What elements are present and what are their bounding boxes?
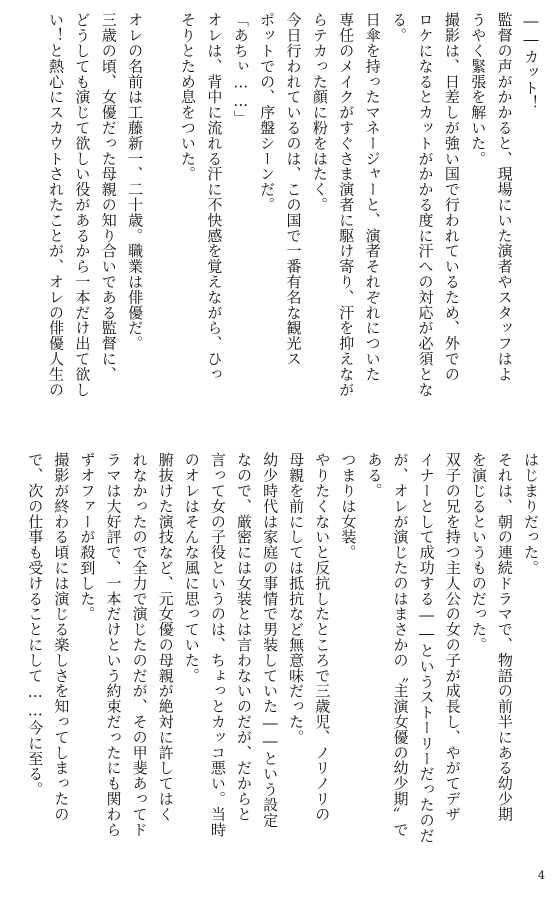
text-line: やりたくないと反抗したところで三歳児、ノリノリの [313, 452, 332, 822]
text-line: はじまりだった。 [522, 452, 540, 576]
text-line: オレの名前は工藤新一、二十歳。職業は俳優だ。 [126, 12, 145, 351]
text-line: らテカった顔に粉をはたく。 [310, 12, 329, 213]
text-line [151, 12, 172, 430]
text-line: を演じるというものだった。 [469, 452, 488, 653]
text-line: ――カット！ [522, 12, 540, 111]
text-line: そりとため息をついた。 [178, 12, 197, 182]
text-line: い！と熱心にスカウトされたことが、オレの俳優人生の [46, 12, 65, 397]
text-line: 幼少時代は家庭の事情で男装していた――という設定 [261, 452, 280, 828]
text-line: れなかったので全力で演じたのだが、その甲斐あってド [130, 452, 149, 837]
text-line: 腑抜けた演技など、元女優の母親が絶対に許してはく [156, 452, 175, 822]
text-line: ロケになるとカットがかかる度に汗への対応が必須とな [416, 12, 435, 397]
text-line: オレは、背中に流れる汗に不快感を覚えながら、ひっ [205, 12, 224, 382]
page-number: 4 [538, 869, 545, 882]
text-line: うやく緊張を解いた。 [469, 12, 488, 166]
text-line: どうしても演じて欲しい役があるから一本だけ出て欲し [73, 12, 92, 397]
text-line: ポットでの、序盤シーンだ。 [258, 12, 277, 213]
text-line: ラマは大好評で、一本だけという約束だったにも関わら [104, 452, 123, 837]
text-block-bottom [8, 452, 541, 870]
text-line: 日傘を持ったマネージャーと、演者それぞれについた [363, 12, 382, 382]
text-line: 双子の兄を持つ主人公の女の子が成長し、やがてデザ [443, 452, 462, 822]
text-line: ある。 [365, 452, 384, 499]
text-line: のオレはそんな風に思っていた。 [182, 452, 201, 683]
text-line: る。 [390, 12, 409, 43]
text-line: 専任のメイクがすぐさま演者に駆け寄り、汗を抑えなが [337, 12, 356, 397]
text-line: 「あちぃ……」 [231, 12, 250, 126]
text-line: 監督の声がかかると、現場にいた演者やスタッフはよ [495, 12, 514, 382]
text-line: 三歳の頃、女優だった母親の知り合いである監督に、 [99, 12, 118, 382]
text-line: 撮影は、日差しが強い国で行われているため、外での [442, 12, 461, 382]
text-line: 言って女の子役というのは、ちょっとカッコ悪い。当時 [208, 452, 227, 837]
text-line: それは、朝の連続ドラマで、物語の前半にある幼少期 [495, 452, 514, 822]
text-line: 母親を前にしては抵抗など無意味だった。 [287, 452, 306, 745]
text-line: なので、厳密には女装とは言わないのだが、だからと [234, 452, 253, 822]
text-line: が、オレが演じたのはまさかの〝主演女優の幼少期〟で [391, 452, 410, 837]
text-block-top [8, 12, 541, 430]
text-line: ずオファーが殺到した。 [78, 452, 97, 622]
text-line: 今日行われているのは、この国で一番有名な観光ス [284, 12, 303, 367]
text-line: で、次の仕事も受けることにして……今に至る。 [26, 452, 45, 797]
text-line: 撮影が終わる頃には演じる楽しさを知ってしまったの [52, 452, 71, 822]
text-line: イナーとして成功する――というストーリーだったのだ [417, 452, 436, 843]
text-line: つまりは女装。 [339, 452, 358, 560]
